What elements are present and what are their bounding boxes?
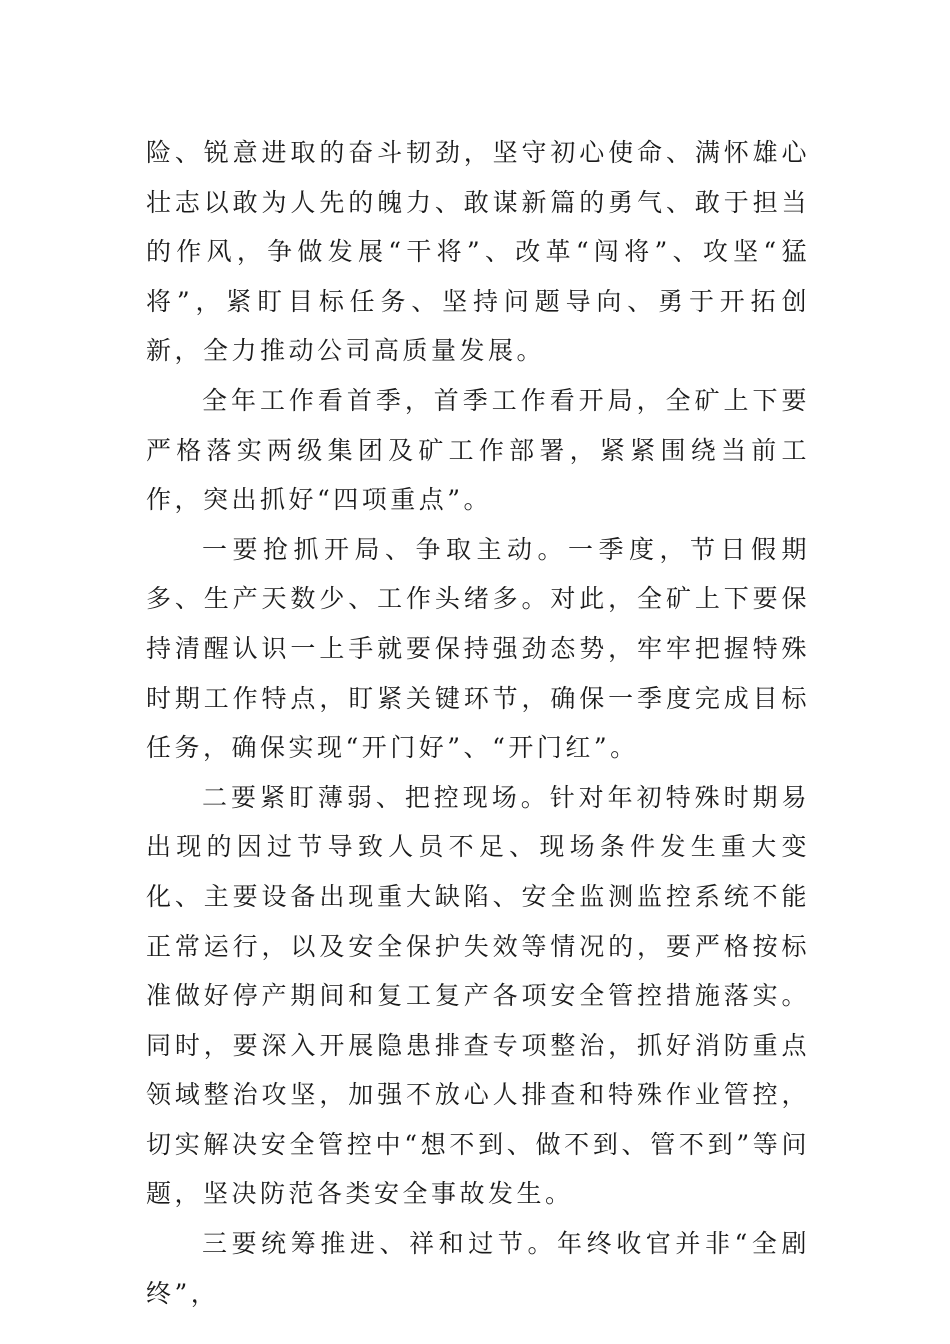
- paragraph-3: 一要抢抓开局、争取主动。一季度，节日假期多、生产天数少、工作头绪多。对此，全矿上下要保持清醒认识一上手就要保持强劲态势，牢牢把握特殊时期工作特点，盯紧关键环节，确保一季度完成目标任务，确保实现“开门好”、“开门红”。: [146, 534, 810, 763]
- paragraph-1: 险、锐意进取的奋斗韧劲，坚守初心使命、满怀雄心壮志以敢为人先的魄力、敢谋新篇的勇气、敢于担当的作风，争做发展“干将”、改革“闯将”、攻坚“猛将”，紧盯目标任务、坚持问题导向、勇于开拓创新，全力推动公司高质量发展。: [146, 138, 810, 366]
- paragraph-2: 全年工作看首季，首季工作看开局，全矿上下要严格落实两级集团及矿工作部署，紧紧围绕当前工作，突出抓好“四项重点”。: [146, 385, 810, 515]
- paragraph-5: 三要统筹推进、祥和过节。年终收官并非“全剧终”，: [146, 1229, 810, 1308]
- paragraph-4: 二要紧盯薄弱、把控现场。针对年初特殊时期易出现的因过节导致人员不足、现场条件发生重大变化、主要设备出现重大缺陷、安全监测监控系统不能正常运行，以及安全保护失效等情况的，要严格按标准做好停产期间和复工复产各项安全管控措施落实。同时，要深入开展隐患排查专项整治，抓好消防重点领域整治攻坚，加强不放心人排查和特殊作业管控，切实解决安全管控中“想不到、做不到、管不到”等问题，坚决防范各类安全事故发生。: [146, 782, 810, 1209]
- document-body: [146, 128, 810, 1318]
